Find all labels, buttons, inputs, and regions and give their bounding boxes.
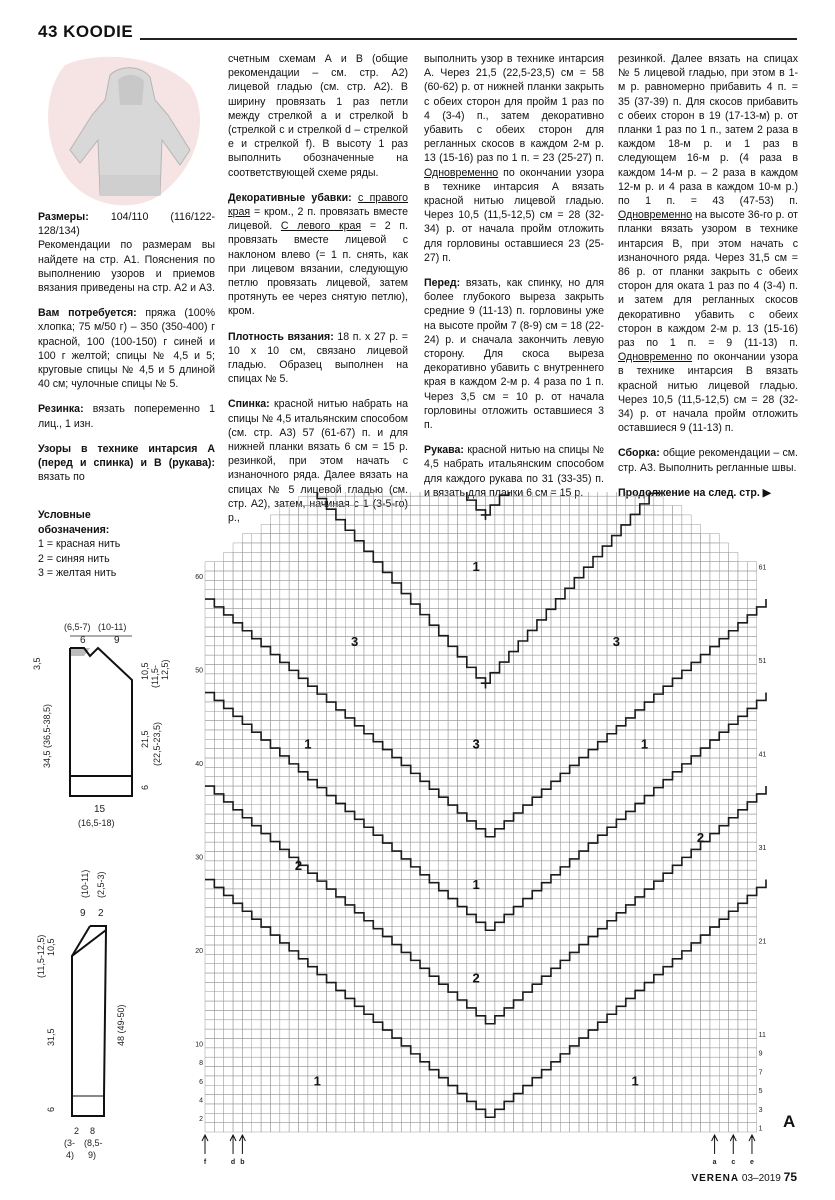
row-label-left: 6 (199, 1078, 203, 1086)
sch2-w2: 2 (98, 908, 104, 919)
front-text: вязать, как спинку, но для более глубокого выреза закрыть средние 9 (11-13) п. горловины уже на высоте пройм 7 (8-9) см = 18 (22-24) р. и сначала закончить левую сторону. Для скоса выреза декоративно убавить с внутреннего края в каждом 2-м р. 4 раза по 1 п. Через 3,5 см = 10 р. от начала горловины отложить оставшиеся 3 п. (424, 277, 604, 432)
legend-item-2: 2 = синяя нить (38, 552, 110, 565)
ribbing-text: вязать попеременно 1 лиц., 1 изн. (38, 403, 215, 430)
sch1-hm1: 21,5 (140, 730, 150, 748)
gauge-label: Плотность вязания: (228, 330, 334, 343)
left-edge: С левого края (280, 220, 362, 233)
arrow-label-right: e (750, 1159, 754, 1166)
motif-upper-right (481, 492, 668, 683)
chart-row-labels (195, 492, 766, 1133)
column-4 (618, 52, 798, 511)
row-label-right: 5 (758, 1088, 763, 1096)
sizes-text: Рекомендации по размерам вы найдете на стр. А1. Пояснения по выполнению узоров и приемов вязания приведены на стр. А2 и А3. (38, 239, 215, 295)
row-label-right: 3 (758, 1106, 763, 1114)
col4-text-a: резинкой. Далее вязать на спицах № 5 лицевой гладью, при этом в 1-м р. равномерно прибавить 4 п. = 35 (37-39) п. Для скосов прибавить с обеих сторон в 19 (17-13-м) р. от планки 1 раз по 1 п., затем 2 раза в каждом 18-м р. и 1 раз в следующем 16-м р. (4 раза в каждом 14-м р. – 2 раза в каждом 12-м р. и 4 раза в каждом 10-м р.) по 1 п. = 43 (47-53) п. (618, 53, 798, 208)
row-label-left: 8 (199, 1060, 203, 1068)
pattern-label: Узоры в технике интарсия А (перед и спинка) и В (рукава): (38, 442, 215, 470)
sch1-bot2: (16,5-18) (78, 818, 115, 828)
assembly-label: Сборка: (618, 447, 660, 460)
row-label-left: 60 (195, 573, 203, 581)
hoodie-photo (40, 55, 215, 210)
sch1-w1: 6 (80, 635, 86, 646)
chart-color-number: 1 (472, 876, 480, 892)
sch1-hm2: (22,5-23,5) (152, 721, 162, 766)
sch2-b1: 2 (74, 1126, 80, 1136)
arrow-label-left: b (240, 1159, 245, 1166)
footer-magazine: VERENA (691, 1173, 740, 1184)
sch1-hr1: 10,5 (140, 662, 150, 680)
row-label-left: 30 (195, 854, 203, 862)
sch2-l1: (11,5-12,5) (36, 934, 46, 978)
column-3 (424, 52, 604, 511)
chart-corner-label: A (783, 1112, 796, 1131)
chart-grid (205, 492, 757, 1132)
sizes-value: 104/110 (116/122-128/134) (38, 211, 215, 238)
front-label: Перед: (424, 277, 461, 290)
page-title: 43 KOODIE (38, 22, 134, 41)
sch2-l3: 31,5 (46, 1028, 56, 1046)
chart-color-number: 3 (472, 736, 480, 752)
sch1-h6: 6 (140, 784, 150, 790)
decrease-label: Декоративные убавки: (228, 191, 352, 204)
row-label-left: 20 (195, 947, 203, 955)
column-1 (38, 210, 215, 495)
arrow-label-left: d (230, 1159, 236, 1166)
col3-text-b: по окончании узора в технике интарсия А вязать красной нитью лицевой гладью. Через 10,5 (11,5-12,5) см = 28 (32-34) р. от начала пройм отложить для горловины оставшиеся 23 (25-27) п. (424, 166, 604, 264)
sch1-top1: (6,5-7) (64, 622, 91, 632)
legend-item-3: 3 = желтая нить (38, 567, 117, 579)
col2-para: счетным схемам А и В (общие рекомендации – см. стр. А2) лицевой гладью (см. стр. А2). В ширину провязать 1 раз петли между стрелкой a и стрелкой b (стрелкой c и стрелкой d – стрелкой e и стрелкой f). В высоту 1 раз выполнить обозначенные на соответствующей схеме ряды. (228, 53, 408, 179)
row-label-right: 7 (758, 1069, 763, 1077)
sch2-b6: 9) (88, 1150, 97, 1160)
row-label-left: 10 (195, 1041, 203, 1049)
legend-title-2: обозначения: (38, 523, 110, 536)
chart-color-number: 1 (472, 559, 480, 574)
sleeve-label: Рукава: (424, 444, 464, 457)
col4-text-b: на высоте 36-го р. от планки вязать узором в технике интарсия В, при этом начать с изнаночного ряда. Через 31,5 см = 86 р. от планки закрыть с обеих сторон для оката 1 раз по 4 (3-4) п. и затем для регланных скосов декоративно убавить с обеих сторон в каждом 2-м р. 13 (15-16) раз по 1 п. = 9 (11-13) п. (618, 209, 798, 350)
col3-simultaneously: Одновременно (424, 166, 499, 179)
pattern-text: вязать по (38, 471, 85, 484)
right-edge: с правого края (228, 191, 409, 219)
row-label-right: 9 (758, 1050, 763, 1058)
back-text: красной нитью набрать на спицы № 4,5 итальянским способом (см. стр. А3) 57 (61-67) п. и для нижней планки вязать 6 см = 15 р. резинкой, при этом начать с изнаночного ряда. Далее вязать на спицах № 5 лицевой гладью (см. стр. А2), затем, начиная с 1 (3-5-го) р., (228, 398, 408, 525)
title-rule (140, 38, 797, 40)
legend-title-1: Условные (38, 509, 91, 521)
sch1-w2: 9 (114, 635, 120, 646)
decrease-text-1: = кром., 2 п. провязать вместе лицевой. (228, 206, 408, 233)
decrease-text-2: = 2 п. провязать вместе лицевой с наклоном влево (= 1 п. снять, как при лицевом вязании, следующую петлю провязать лицевой, затем протянуть ее через снятую петлю), кром. (228, 220, 408, 318)
chart-color-number: 2 (472, 970, 480, 986)
row-label-right: 31 (758, 845, 767, 852)
column-2 (228, 52, 408, 536)
sch1-bot1: 15 (94, 804, 106, 815)
chart-color-number: 3 (350, 633, 359, 649)
sch2-l2: 10,5 (46, 938, 56, 956)
chart-arrows (202, 1135, 755, 1166)
col4-simultaneously-2: Одновременно (618, 351, 693, 364)
chart-color-number: 3 (612, 633, 621, 649)
assembly-text: общие рекомендации – см. стр. А3. Выполнить регланные швы. (618, 447, 798, 474)
row-label-left: 40 (195, 760, 203, 768)
sizes-label: Размеры: (38, 211, 89, 223)
legend (38, 508, 120, 581)
ribbing-label: Резинка: (38, 403, 84, 416)
row-label-left: 50 (195, 667, 203, 675)
col4-simultaneously-1: Одновременно (618, 209, 693, 222)
sch1-hr3: 12,5) (160, 659, 170, 680)
row-label-left: 2 (199, 1116, 203, 1124)
gauge-text: 18 п. х 27 р. = 10 х 10 см, связано лицевой гладью. Образец выполнен на спицах № 5. (228, 330, 408, 386)
sch1-top2: (10-11) (98, 622, 127, 632)
col3-text-a: выполнить узор в технике интарсия А. Через 21,5 (22,5-23,5) см = 58 (60-62) р. от нижней планки закрыть с обеих сторон для пройм 1 раз по 4 (3-4) п., затем декоративно убавить с обеих сторон для регланных скосов в каждом 2-м р. 13 (15-16) раз по 1 п. = 23 (25-27) п. (424, 53, 604, 165)
row-label-right: 61 (758, 564, 767, 572)
col4-text-c: по окончании узора в технике интарсия В вязать красной нитью лицевой гладью. Через 10,5 (11,5-12,5) см = 28 (32-34) р. от начала пройм отложить оставшиеся 9 (11-13) п. (618, 351, 798, 435)
body-schematic (28, 618, 198, 838)
sch2-t2: (2,5-3) (96, 871, 106, 898)
sch2-t1: (10-11) (80, 869, 90, 898)
row-label-right: 41 (758, 751, 767, 759)
footer-issue: 03–2019 (741, 1173, 781, 1184)
chart-color-number: 1 (313, 1073, 321, 1089)
sch2-r1: 48 (49-50) (116, 1004, 126, 1046)
back-label: Спинка: (228, 398, 270, 411)
continued-link[interactable]: Продолжение на след. стр. ▶ (618, 486, 771, 499)
materials-label: Вам потребуется: (38, 307, 137, 320)
chart-color-number: 2 (294, 858, 303, 874)
sch2-b3: (3- (64, 1138, 75, 1148)
row-label-right: 21 (758, 938, 767, 946)
materials-text: пряжа (100% хлопка; 75 м/50 г) – 350 (350-400) г красной, 100 (100-150) г синей и 100 г желтой; спицы № 4,5 и 5; круговые спицы № 4,5 и 5 длиной 40 см; чулочные спицы № 5. (38, 307, 215, 391)
row-label-left: 4 (199, 1097, 203, 1105)
sch1-h35: 3,5 (32, 657, 42, 670)
sch1-hr2: (11,5- (150, 665, 160, 688)
sch2-w9: 9 (80, 908, 86, 919)
intarsia-chart-a (195, 492, 795, 1172)
row-label-right: 1 (758, 1125, 763, 1133)
sleeve-schematic (28, 868, 198, 1168)
sch2-b4: 4) (66, 1150, 75, 1160)
sch1-hl: 34,5 (36,5-38,5) (42, 703, 52, 768)
row-label-right: 51 (758, 658, 767, 665)
arrow-label-left: f (203, 1159, 207, 1166)
sch2-b2: 8 (90, 1126, 96, 1136)
sch2-b5: (8,5- (84, 1138, 103, 1148)
chart-color-number: 2 (696, 830, 705, 846)
chart-color-number: 1 (640, 736, 649, 752)
sch2-l6: 6 (46, 1106, 56, 1112)
arrow-label-right: c (731, 1159, 736, 1166)
chart-color-number: 1 (304, 736, 312, 752)
chart-color-number: 1 (631, 1073, 639, 1089)
row-label-right: 11 (758, 1032, 766, 1039)
footer (691, 1170, 797, 1184)
sleeve-text: красной нитью на спицы № 4,5 набрать итальянским способом для каждого рукава по 31 (33-35) п. и вязать для планки 6 см = 15 р. (424, 444, 604, 499)
page-number: 75 (783, 1170, 797, 1184)
legend-item-1: 1 = красная нить (38, 538, 121, 550)
arrow-label-right: a (712, 1159, 717, 1166)
